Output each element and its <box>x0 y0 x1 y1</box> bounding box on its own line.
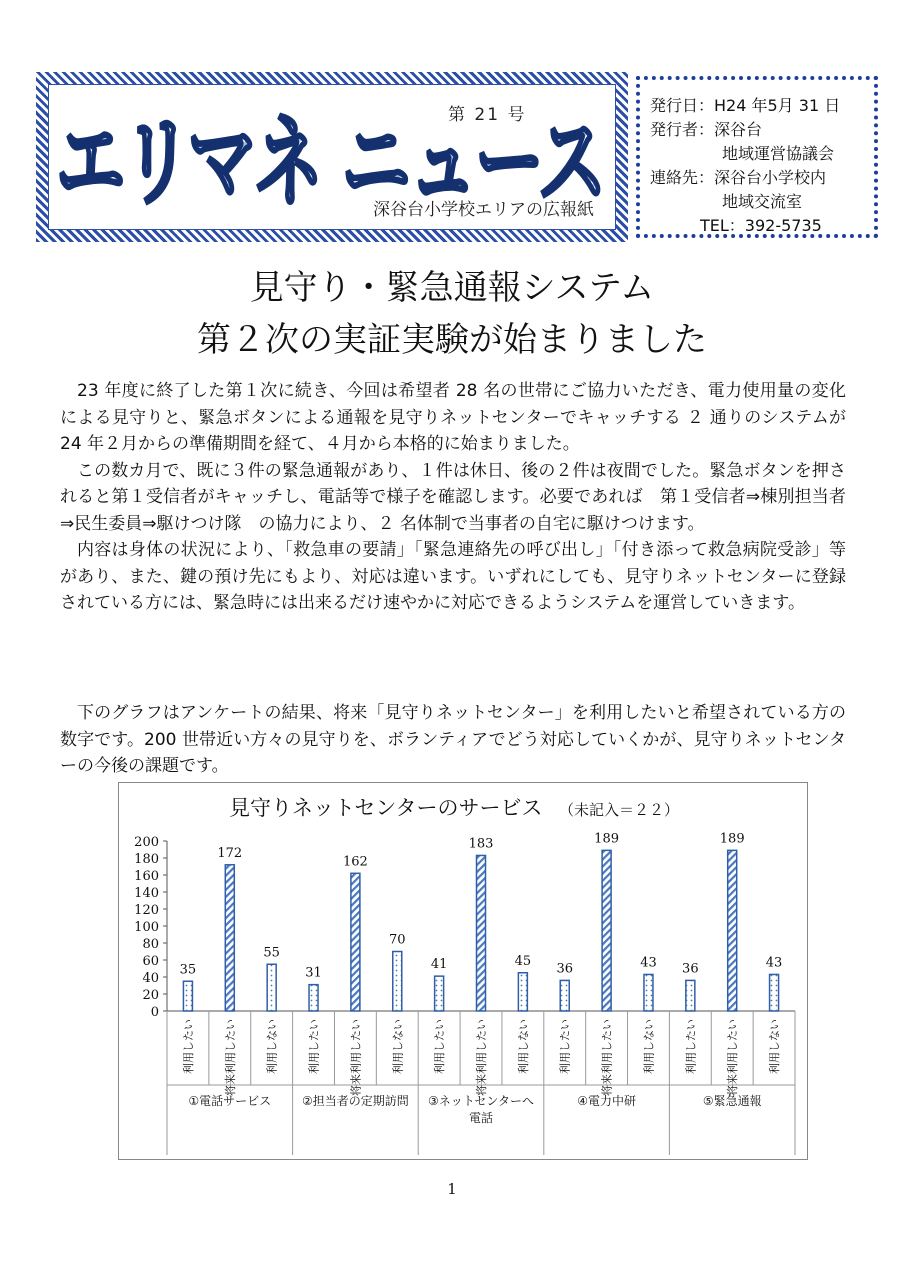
bar-value-label: 183 <box>468 836 494 852</box>
category-label: 将来利用したい <box>726 1019 740 1096</box>
bar <box>393 952 402 1012</box>
y-tick-label: 20 <box>142 988 159 1003</box>
chart-title-note: （未記入＝２２） <box>559 801 680 819</box>
bar <box>351 873 360 1011</box>
bar <box>225 865 234 1011</box>
bar <box>644 974 653 1011</box>
group-label: 電話 <box>468 1111 494 1125</box>
category-label: 利用したい <box>558 1019 572 1074</box>
bar <box>728 850 737 1011</box>
bar <box>477 855 486 1011</box>
bar <box>183 981 192 1011</box>
bar <box>518 973 527 1011</box>
bar-value-label: 41 <box>430 957 448 973</box>
bar-value-label: 43 <box>765 955 783 971</box>
bar <box>435 976 444 1011</box>
group-label: ④電力中研 <box>577 1094 636 1108</box>
publisher-info-box <box>636 76 878 238</box>
group-label: ②担当者の定期訪問 <box>302 1094 409 1108</box>
bar-value-label: 31 <box>305 965 322 981</box>
y-tick-label: 40 <box>142 971 159 986</box>
contact-2: 地域交流室 <box>722 192 803 211</box>
logo-text: エリマネ ニュース <box>56 106 604 220</box>
y-tick-label: 140 <box>134 886 159 901</box>
y-tick-label: 60 <box>142 954 159 969</box>
bar-value-label: 45 <box>514 953 532 969</box>
bar <box>560 980 569 1011</box>
publisher-name-1: 深谷台 <box>714 120 763 139</box>
bar-value-label: 36 <box>556 961 574 977</box>
category-label: 利用しない <box>516 1019 530 1074</box>
bar <box>770 974 779 1011</box>
bar-value-label: 189 <box>594 831 620 847</box>
y-tick-label: 100 <box>134 920 159 935</box>
category-label: 将来利用したい <box>475 1019 488 1096</box>
bar <box>686 980 695 1011</box>
bar-value-label: 162 <box>342 854 368 870</box>
headline-line-1: 見守り・緊急通報システム <box>249 268 655 308</box>
category-label: 将来利用したい <box>223 1019 237 1096</box>
category-label: 利用したい <box>684 1019 698 1074</box>
bar-value-label: 189 <box>719 831 745 847</box>
category-label: 将来利用したい <box>600 1019 614 1096</box>
chart-intro-paragraph: 下のグラフはアンケートの結果、将来「見守りネットセンター」を利用したいと希望されている方の数字です。200 世帯近い方々の見守りを、ボランティアでどう対応していくかが、見守りネットセンターの今後の課題です。 <box>60 703 846 776</box>
category-label: 利用しない <box>642 1019 656 1074</box>
article-paragraph: 23 年度に終了した第１次に続き、今回は希望者 28 名の世帯にご協力いただき、電力使用量の変化による見守りと、緊急ボタンによる通報を見守りネットセンターでキャッチする ２ 通りのシステムが 24 年２月からの準備期間を経て、４月から本格的に始まりました。 <box>60 381 846 454</box>
category-label: 利用しない <box>391 1019 405 1074</box>
bar-value-label: 70 <box>388 932 406 948</box>
category-label: 利用しない <box>768 1019 782 1074</box>
chart-intro <box>60 700 846 780</box>
category-label: 利用しない <box>265 1019 279 1074</box>
y-tick-label: 80 <box>142 937 159 952</box>
publisher-row <box>650 118 868 142</box>
bar-value-label: 36 <box>682 961 699 977</box>
issue-number: 第 21 号 <box>448 105 527 125</box>
contact-row <box>650 166 868 190</box>
contact-1: 深谷台小学校内 <box>714 168 827 187</box>
headline-line-2: 第２次の実証実験が始まりました <box>197 320 707 360</box>
page-number: 1 <box>447 1180 457 1198</box>
bar-value-label: 43 <box>640 955 657 971</box>
bar-chart <box>118 782 808 1160</box>
category-label: 将来利用したい <box>349 1019 363 1096</box>
article-paragraph: この数カ月で、既に３件の緊急通報があり、１件は休日、後の２件は夜間でした。緊急ボタンを押されると第１受信者がキャッチし、電話等で様子を確認します。必要であれば 第１受信者⇒棟別担当者⇒民生委員⇒駆けつけ隊 の協力により、２ 名体制で当事者の自宅に駆けつけます。 <box>60 460 846 534</box>
y-tick-label: 180 <box>134 852 159 867</box>
bar <box>602 850 611 1011</box>
telephone: TEL：392-5735 <box>700 216 822 235</box>
article-body <box>60 378 846 617</box>
y-tick-label: 0 <box>150 1005 159 1020</box>
category-label: 利用したい <box>433 1019 447 1074</box>
bar-chart-canvas <box>119 783 807 1159</box>
chart-title: 見守りネットセンターのサービス <box>229 796 543 820</box>
group-label: ①電話サービス <box>188 1094 272 1108</box>
y-tick-label: 160 <box>134 869 159 884</box>
issue-date-label: 発行日： <box>650 96 715 115</box>
category-label: 利用したい <box>307 1019 321 1074</box>
category-label: 利用したい <box>181 1019 195 1074</box>
bar <box>267 964 276 1011</box>
newsletter-subtitle: 深谷台小学校エリアの広報紙 <box>373 200 594 220</box>
publisher-label: 発行者： <box>650 120 715 139</box>
publisher-name-2: 地域運営協議会 <box>722 144 835 163</box>
contact-label: 連絡先： <box>650 168 715 187</box>
group-label: ③ネットセンターへ <box>428 1094 534 1108</box>
group-label: ⑤緊急通報 <box>702 1094 762 1108</box>
article-paragraph: 内容は身体の状況により、「救急車の要請」「緊急連絡先の呼び出し」「付き添って救急病院受診」等があり、また、鍵の預け先にもより、対応は違います。いずれにしても、見守りネットセンターに登録されている方には、緊急時には出来るだけ速やかに対応できるようシステムを運営していきます。 <box>60 540 846 613</box>
issue-date-row <box>650 94 868 118</box>
bar-value-label: 55 <box>263 945 280 961</box>
y-tick-label: 200 <box>134 835 159 850</box>
bar <box>309 985 318 1011</box>
masthead <box>36 72 628 242</box>
issue-date: H24 年5月 31 日 <box>714 96 841 115</box>
y-tick-label: 120 <box>134 903 159 918</box>
bar-value-label: 35 <box>179 962 197 978</box>
bar-value-label: 172 <box>217 845 243 861</box>
